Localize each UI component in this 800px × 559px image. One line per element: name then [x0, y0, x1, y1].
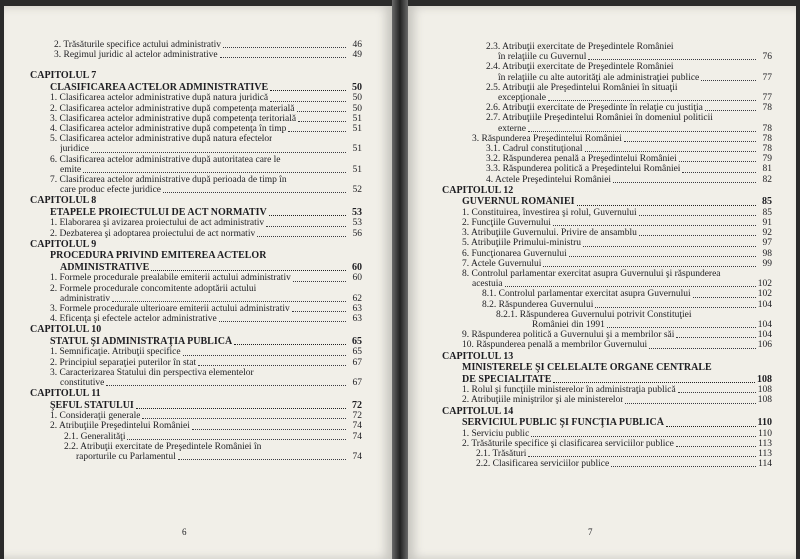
dot-leader	[613, 182, 756, 183]
dot-leader	[270, 90, 346, 91]
chapter-title	[442, 417, 772, 429]
dot-leader	[297, 111, 346, 112]
dot-leader	[223, 47, 346, 48]
page-number: 7	[588, 527, 593, 537]
entry-text: 2.1. Generalităţi	[64, 431, 126, 442]
entry-text: administrativ	[60, 293, 111, 304]
entry-text: 2.2. Clasificarea serviciilor publice	[476, 459, 610, 470]
page-number: 6	[182, 527, 187, 537]
toc-entry	[30, 175, 362, 185]
entry-text: 2. Funcţiile Guvernului	[462, 218, 551, 229]
entry-text: 4. Eficenţa şi efectele actelor administrative	[50, 314, 217, 325]
entry-text: 1. Serviciu public	[462, 428, 530, 439]
toc-entry	[30, 93, 362, 103]
entry-text: 2. Dezbaterea şi adoptarea proiectului de act normativ	[50, 228, 256, 239]
toc-entry	[30, 144, 362, 154]
entry-text: 5. Clasificarea actelor administrative după natura efectelor	[50, 134, 273, 145]
dot-leader	[292, 311, 346, 312]
entry-text: ADMINISTRATIVE	[60, 261, 150, 273]
entry-text: 2.4. Atribuţii exercitate de Preşedintele României	[486, 62, 674, 73]
chapter-title	[30, 82, 362, 94]
dot-leader	[269, 215, 346, 216]
toc-entry	[30, 218, 362, 228]
entry-text: 2. Formele procedurale concomitente adoptării actului	[50, 283, 257, 294]
entry-text: acestuia	[472, 279, 503, 290]
chapter-label: CAPITOLUL 8	[30, 195, 97, 207]
chapter-label: CAPITOLUL 14	[442, 405, 514, 417]
toc-entry	[30, 347, 362, 357]
entry-text: 1. Clasificarea actelor administrative după natura juridică	[50, 93, 269, 104]
dot-leader	[83, 172, 346, 173]
entry-page-number: 67	[352, 357, 362, 368]
toc-entry	[442, 310, 772, 320]
entry-page-number: 77	[762, 93, 772, 104]
chapter-label: CAPITOLUL 10	[30, 324, 102, 336]
toc-entry	[30, 314, 362, 324]
dot-leader	[288, 131, 346, 132]
entry-page-number: 82	[762, 174, 772, 185]
toc-entry	[30, 124, 362, 134]
entry-page-number: 104	[757, 330, 772, 341]
dot-leader	[682, 172, 756, 173]
dot-leader	[553, 225, 756, 226]
toc-entry	[30, 432, 362, 442]
dot-leader	[607, 327, 756, 328]
entry-page-number: 51	[352, 164, 362, 175]
toc-entry	[442, 93, 772, 103]
dot-leader	[649, 348, 756, 349]
chapter-label: CAPITOLUL 12	[442, 184, 514, 196]
toc-entry	[30, 358, 362, 368]
entry-text: 2. Atribuţiile Preşedintelui României	[50, 421, 190, 432]
entry-text: emite	[60, 164, 82, 175]
entry-page-number: 53	[352, 218, 362, 229]
dot-leader	[270, 101, 346, 102]
entry-text: 3.1. Cadrul constituţional	[486, 144, 583, 155]
entry-page-number: 49	[352, 50, 362, 61]
entry-text: 3. Clasificarea actelor administrative după competenţa teritorială	[50, 113, 297, 124]
entry-text: 1. Formele procedurale prealabile emiterii actului administrativ	[50, 273, 291, 284]
entry-page-number: 53	[352, 206, 362, 218]
entry-page-number: 85	[762, 207, 772, 218]
toc-entry	[30, 40, 362, 50]
entry-page-number: 65	[352, 347, 362, 358]
toc-entry	[442, 42, 772, 52]
toc-entry	[30, 452, 362, 462]
toc-entry	[442, 449, 772, 459]
entry-page-number: 51	[352, 113, 362, 124]
entry-text: 4. Clasificarea actelor administrative după competenţa în timp	[50, 124, 287, 135]
toc-entry	[442, 269, 772, 279]
entry-page-number: 102	[757, 289, 772, 300]
toc-entry	[442, 103, 772, 113]
toc-entry	[30, 114, 362, 124]
dot-leader	[577, 205, 756, 206]
entry-page-number: 79	[762, 154, 772, 165]
dot-leader	[266, 226, 346, 227]
dot-leader	[178, 459, 346, 460]
entry-text: 3.3. Răspunderea politică a Preşedintelui României	[486, 164, 681, 175]
entry-page-number: 85	[762, 196, 772, 208]
entry-page-number: 110	[757, 417, 772, 429]
entry-page-number: 78	[762, 133, 772, 144]
entry-text: GUVERNUL ROMÂNIEI	[462, 196, 575, 208]
entry-text: MINISTERELE ŞI CELELALTE ORGANE CENTRALE	[462, 362, 712, 374]
dot-leader	[705, 110, 756, 111]
dot-leader	[298, 121, 346, 122]
entry-text: externe	[498, 123, 526, 134]
entry-text: în relaţiile cu alte autorităţi ale administraţiei publice	[498, 72, 700, 83]
entry-page-number: 92	[762, 228, 772, 239]
entry-text: 3.2. Răspunderea penală a Preşedintelui României	[486, 154, 677, 165]
chapter-title	[30, 262, 362, 274]
dot-leader	[257, 236, 346, 237]
entry-page-number: 60	[352, 273, 362, 284]
dot-leader	[106, 385, 346, 386]
dot-leader	[679, 161, 756, 162]
entry-text: 3. Atribuţiile Guvernului. Privire de ansamblu	[462, 228, 637, 239]
dot-leader	[595, 307, 755, 308]
entry-page-number: 76	[762, 52, 772, 63]
dot-leader	[624, 141, 756, 142]
toc-entry	[442, 228, 772, 238]
entry-text: 3. Răspunderea Preşedintelui României	[472, 133, 622, 144]
entry-text: 3. Caracterizarea Statului din perspectiva elementelor	[50, 367, 254, 378]
entry-page-number: 74	[352, 421, 362, 432]
entry-text: excepţionale	[498, 93, 547, 104]
entry-page-number: 78	[762, 123, 772, 134]
chapter-label: CAPITOLUL 13	[442, 350, 514, 362]
entry-text: României din 1991	[532, 320, 605, 331]
chapter-title	[30, 336, 362, 348]
dot-leader	[183, 355, 346, 356]
entry-text: 2. Trăsăturile specifice şi clasificarea serviciilor publice	[462, 438, 674, 449]
entry-text: în relaţiile cu Guvernul	[498, 52, 587, 63]
chapter-title	[442, 374, 772, 386]
toc-entry	[442, 439, 772, 449]
dot-leader	[112, 301, 346, 302]
toc-entry	[442, 134, 772, 144]
entry-page-number: 114	[758, 459, 772, 470]
chapter-label: CAPITOLUL 7	[30, 70, 97, 82]
toc-entry	[30, 378, 362, 388]
entry-page-number: 98	[762, 248, 772, 259]
toc-entry	[30, 284, 362, 294]
entry-page-number: 113	[758, 438, 772, 449]
toc-entry	[442, 175, 772, 185]
entry-page-number: 51	[352, 144, 362, 155]
toc-entry	[442, 83, 772, 93]
toc-entry	[442, 73, 772, 83]
entry-page-number: 108	[757, 373, 772, 385]
entry-page-number: 78	[762, 144, 772, 155]
toc-entry	[442, 154, 772, 164]
dot-leader	[163, 192, 346, 193]
dot-leader	[293, 281, 346, 282]
entry-text: 1. Constituirea, învestirea şi rolul, Guvernului	[462, 207, 637, 218]
dot-leader	[220, 57, 346, 58]
entry-text: 1. Consideraţii generale	[50, 411, 141, 422]
dot-leader	[505, 286, 756, 287]
dot-leader	[548, 100, 756, 101]
table-of-contents-left	[30, 40, 362, 462]
entry-text: 2.5. Atribuţii ale Preşedintelui României în situaţii	[486, 82, 678, 93]
entry-text: 2.7. Atribuţiile Preşedintelui României în domeniul politicii	[486, 113, 713, 124]
chapter-title	[30, 207, 362, 219]
dot-leader	[678, 392, 756, 393]
entry-text: 8.2. Răspunderea Guvernului	[482, 299, 594, 310]
toc-entry	[442, 459, 772, 469]
toc-entry	[442, 124, 772, 134]
entry-page-number: 72	[352, 399, 362, 411]
entry-text: juridice	[60, 144, 90, 155]
dot-leader	[531, 436, 756, 437]
entry-text: 8.1. Controlul parlamentar exercitat asupra Guvernului	[482, 289, 691, 300]
spacer	[30, 60, 362, 70]
toc-entry	[30, 294, 362, 304]
toc-entry	[30, 442, 362, 452]
dot-leader	[234, 344, 346, 345]
entry-text: 8.2.1. Răspunderea Guvernului potrivit Constituţiei	[496, 309, 692, 320]
toc-entry	[30, 104, 362, 114]
entry-page-number: 99	[762, 258, 772, 269]
entry-page-number: 56	[352, 228, 362, 239]
entry-page-number: 72	[352, 411, 362, 422]
toc-entry	[30, 304, 362, 314]
entry-text: ETAPELE PROIECTULUI DE ACT NORMATIV	[50, 206, 267, 218]
entry-page-number: 113	[758, 449, 772, 459]
dot-leader	[569, 256, 756, 257]
dot-leader	[639, 215, 756, 216]
entry-page-number: 52	[352, 185, 362, 196]
entry-page-number: 108	[757, 385, 772, 396]
entry-text: 2.6. Atribuţii exercitate de Preşedinte în relaţie cu justiţia	[486, 103, 703, 114]
toc-entry	[442, 395, 772, 405]
dot-leader	[528, 131, 756, 132]
entry-page-number: 78	[762, 103, 772, 114]
entry-page-number: 50	[352, 93, 362, 104]
toc-entry	[442, 208, 772, 218]
entry-text: 2.3. Atribuţii exercitate de Preşedintele României	[486, 42, 674, 52]
entry-text: 1. Semnificaţie. Atribuţii specifice	[50, 347, 181, 358]
toc-entry	[442, 144, 772, 154]
entry-text: 2. Principiul separaţiei puterilor în stat	[50, 357, 197, 368]
entry-text: 4. Actele Preşedintelui României	[486, 174, 612, 185]
entry-text: STATUL ŞI ADMINISTRAŢIA PUBLICĂ	[50, 335, 233, 347]
toc-entry	[30, 155, 362, 165]
entry-page-number: 74	[352, 431, 362, 442]
dot-leader	[198, 365, 346, 366]
entry-text: raporturile cu Parlamentul	[76, 451, 176, 462]
toc-entry	[30, 411, 362, 421]
entry-page-number: 63	[352, 303, 362, 314]
entry-text: 2. Clasificarea actelor administrative după competenţa materială	[50, 103, 295, 114]
entry-page-number: 74	[352, 451, 362, 462]
entry-text: 1. Elaborarea şi avizarea proiectului de act administrativ	[50, 218, 265, 229]
entry-page-number: 91	[762, 218, 772, 229]
entry-page-number: 77	[762, 72, 772, 83]
left-page	[4, 6, 392, 559]
entry-text: 5. Atribuţiile Primului-ministru	[462, 238, 582, 249]
toc-entry	[442, 279, 772, 289]
entry-page-number: 50	[352, 81, 362, 93]
entry-page-number: 108	[757, 395, 772, 406]
entry-text: 2. Trăsăturile specifice actului administrativ	[54, 40, 222, 50]
toc-entry	[442, 62, 772, 72]
toc-entry	[442, 218, 772, 228]
entry-text: CLASIFICAREA ACTELOR ADMINISTRATIVE	[50, 81, 269, 93]
chapter-title	[30, 250, 362, 262]
table-of-contents-right	[442, 42, 772, 469]
entry-page-number: 60	[352, 261, 362, 273]
entry-page-number: 50	[352, 103, 362, 114]
toc-entry	[442, 320, 772, 330]
dot-leader	[666, 426, 756, 427]
dot-leader	[192, 429, 346, 430]
toc-entry	[442, 238, 772, 248]
toc-entry	[442, 300, 772, 310]
entry-page-number: 110	[758, 428, 772, 439]
dot-leader	[528, 456, 756, 457]
toc-entry	[30, 165, 362, 175]
toc-entry	[442, 429, 772, 439]
toc-entry	[442, 330, 772, 340]
dot-leader	[693, 297, 756, 298]
entry-text: 10. Răspunderea penală a membrilor Guvernului	[462, 340, 648, 351]
dot-leader	[676, 337, 755, 338]
dot-leader	[585, 151, 756, 152]
entry-text: care produc efecte juridice	[60, 185, 162, 196]
entry-page-number: 65	[352, 335, 362, 347]
entry-text: 2. Atribuţiile miniştrilor şi ale ministerelor	[462, 395, 624, 406]
entry-text: PROCEDURA PRIVIND EMITEREA ACTELOR	[50, 250, 267, 262]
right-page	[408, 6, 796, 559]
toc-entry	[442, 289, 772, 299]
toc-entry	[442, 385, 772, 395]
toc-entry	[30, 50, 362, 60]
toc-entry	[442, 249, 772, 259]
chapter-label: CAPITOLUL 11	[30, 388, 101, 400]
entry-text: 1. Rolul şi funcţiile ministerelor în administraţia publică	[462, 385, 676, 396]
dot-leader	[588, 59, 756, 60]
dot-leader	[136, 408, 346, 409]
entry-page-number: 62	[352, 293, 362, 304]
toc-entry	[30, 273, 362, 283]
entry-text: DE SPECIALITATE	[462, 373, 552, 385]
chapter-title	[30, 400, 362, 412]
chapter-title	[442, 196, 772, 208]
entry-page-number: 102	[757, 279, 772, 290]
entry-text: SERVICIUL PUBLIC ŞI FUNCŢIA PUBLICĂ	[462, 417, 664, 429]
entry-text: 2.2. Atribuţii exercitate de Preşedintele României în	[64, 441, 262, 452]
dot-leader	[127, 439, 346, 440]
entry-text: 3. Regimul juridic al actelor administrative	[54, 50, 218, 61]
entry-text: ŞEFUL STATULUI	[50, 399, 134, 411]
dot-leader	[625, 403, 755, 404]
toc-entry	[442, 259, 772, 269]
toc-entry	[30, 368, 362, 378]
dot-leader	[219, 321, 346, 322]
toc-entry	[30, 421, 362, 431]
toc-entry	[442, 340, 772, 350]
dot-leader	[676, 446, 756, 447]
toc-entry	[30, 134, 362, 144]
entry-page-number: 106	[757, 340, 772, 351]
chapter-title	[442, 362, 772, 374]
entry-text: 2.1. Trăsături	[476, 449, 527, 459]
entry-text: 7. Clasificarea actelor administrative după perioada de timp în	[50, 175, 287, 186]
dot-leader	[611, 466, 756, 467]
entry-page-number: 63	[352, 314, 362, 325]
entry-page-number: 51	[352, 124, 362, 135]
entry-text: 3. Formele procedurale ulterioare emiterii actului administrativ	[50, 303, 290, 314]
entry-page-number: 81	[762, 164, 772, 175]
dot-leader	[583, 246, 756, 247]
entry-text: 6. Funcţionarea Guvernului	[462, 248, 567, 259]
book-gutter	[392, 0, 408, 559]
entry-page-number: 104	[757, 320, 772, 331]
dot-leader	[142, 418, 346, 419]
entry-page-number: 97	[762, 238, 772, 249]
toc-entry	[442, 164, 772, 174]
dot-leader	[639, 235, 756, 236]
entry-page-number: 67	[352, 377, 362, 388]
dot-leader	[151, 270, 346, 271]
entry-text: 8. Controlul parlamentar exercitat asupra Guvernului şi răspunderea	[462, 269, 721, 280]
entry-text: constitutive	[60, 377, 105, 388]
dot-leader	[553, 382, 755, 383]
toc-entry	[30, 229, 362, 239]
chapter-label: CAPITOLUL 9	[30, 238, 97, 250]
dot-leader	[701, 80, 756, 81]
toc-entry	[30, 185, 362, 195]
entry-text: 6. Clasificarea actelor administrative după autoritatea care le	[50, 154, 281, 165]
entry-text: 7. Actele Guvernului	[462, 258, 542, 269]
toc-entry	[442, 113, 772, 123]
dot-leader	[543, 266, 756, 267]
entry-page-number: 104	[757, 299, 772, 310]
dot-leader	[91, 152, 346, 153]
toc-entry	[442, 52, 772, 62]
entry-text: 9. Răspunderea politică a Guvernului şi a membrilor săi	[462, 330, 675, 341]
entry-page-number: 46	[352, 40, 362, 50]
